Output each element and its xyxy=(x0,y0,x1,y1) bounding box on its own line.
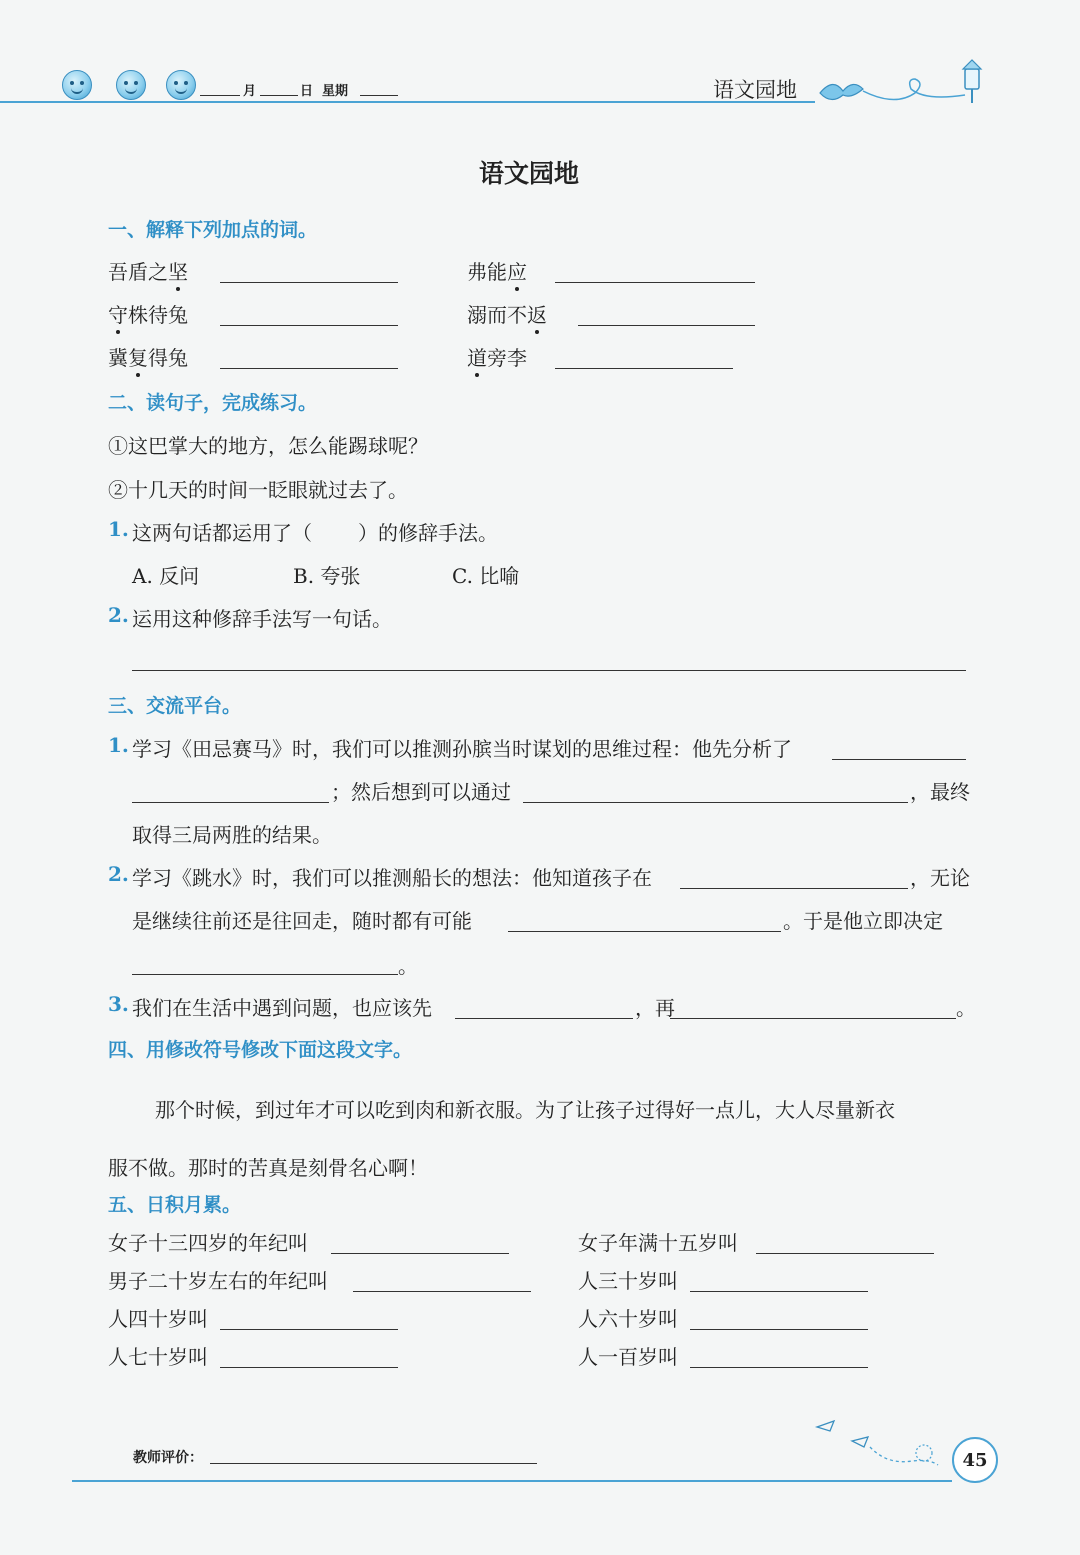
answer-blank[interactable] xyxy=(690,1367,868,1368)
question-text: ，无论 xyxy=(910,866,970,890)
sentence-2: ②十几天的时间一眨眼就过去了。 xyxy=(108,478,408,502)
answer-blank[interactable] xyxy=(331,1253,509,1254)
answer-blank[interactable] xyxy=(578,325,755,326)
answer-blank[interactable] xyxy=(555,282,755,283)
month-label: 月 xyxy=(243,84,257,99)
question-number: 3. xyxy=(108,992,129,1016)
answer-blank[interactable] xyxy=(220,282,398,283)
question-number: 1. xyxy=(108,733,129,757)
idiom-item: 女子十三四岁的年纪叫 xyxy=(108,1231,308,1255)
answer-blank[interactable] xyxy=(455,1018,633,1019)
answer-blank[interactable] xyxy=(353,1291,531,1292)
answer-blank[interactable] xyxy=(832,759,966,760)
footer-rule xyxy=(72,1480,952,1482)
answer-blank[interactable] xyxy=(508,931,781,932)
answer-blank[interactable] xyxy=(756,1253,934,1254)
page-title: 语文园地 xyxy=(479,159,580,188)
answer-blank[interactable] xyxy=(680,888,908,889)
idiom-item: 男子二十岁左右的年纪叫 xyxy=(108,1269,328,1293)
vocab-item: 冀复得兔 xyxy=(108,346,188,370)
answer-blank[interactable] xyxy=(690,1291,868,1292)
question-number: 2. xyxy=(108,603,129,627)
paragraph-line: 服不做。那时的苦真是刻骨名心啊！ xyxy=(108,1156,428,1180)
teacher-comment-blank[interactable] xyxy=(210,1463,537,1464)
answer-blank[interactable] xyxy=(670,1018,956,1019)
day-blank[interactable] xyxy=(260,95,298,96)
question-text: 取得三局两胜的结果。 xyxy=(132,823,332,847)
question-text: ，再 xyxy=(635,996,675,1020)
day-label: 日 xyxy=(300,84,314,99)
idiom-item: 人四十岁叫 xyxy=(108,1307,208,1331)
idiom-item: 人七十岁叫 xyxy=(108,1345,208,1369)
section1-heading: 一、解释下列加点的词。 xyxy=(108,219,318,241)
question-text: 我们在生活中遇到问题，也应该先 xyxy=(132,996,432,1020)
question-text: 学习《田忌赛马》时，我们可以推测孙膑当时谋划的思维过程：他先分析了 xyxy=(132,737,792,761)
answer-blank[interactable] xyxy=(220,1329,398,1330)
answer-blank[interactable] xyxy=(220,1367,398,1368)
section4-heading: 四、用修改符号修改下面这段文字。 xyxy=(108,1039,413,1061)
question-text: 学习《跳水》时，我们可以推测船长的想法：他知道孩子在 xyxy=(132,866,652,890)
question-text: 这两句话都运用了（ xyxy=(132,521,312,545)
question-text: ，最终 xyxy=(910,780,970,804)
butterfly-lamp-icon xyxy=(815,55,995,110)
smiley-face-icon xyxy=(116,70,146,100)
answer-blank[interactable] xyxy=(132,802,329,803)
option-c[interactable]: C. 比喻 xyxy=(452,564,520,588)
question-number: 2. xyxy=(108,862,129,886)
vocab-item: 吾盾之坚 xyxy=(108,260,188,284)
question-text: ）的修辞手法。 xyxy=(358,521,498,545)
answer-blank[interactable] xyxy=(220,368,398,369)
question-number: 1. xyxy=(108,517,129,541)
paper-bird-icon xyxy=(812,1415,952,1475)
question-text: 。于是他立即决定 xyxy=(783,909,943,933)
page-number: 45 xyxy=(952,1437,998,1483)
vocab-item: 道旁李 xyxy=(467,346,527,370)
question-text: 运用这种修辞手法写一句话。 xyxy=(132,607,392,631)
question-text: 。 xyxy=(956,996,976,1020)
week-blank[interactable] xyxy=(360,95,398,96)
section5-heading: 五、日积月累。 xyxy=(108,1194,242,1216)
option-b[interactable]: B. 夸张 xyxy=(293,564,361,588)
smiley-face-icon xyxy=(62,70,92,100)
idiom-item: 女子年满十五岁叫 xyxy=(578,1231,738,1255)
section2-heading: 二、读句子，完成练习。 xyxy=(108,392,318,414)
idiom-item: 人三十岁叫 xyxy=(578,1269,678,1293)
week-label: 星期 xyxy=(322,84,349,99)
vocab-item: 弗能应 xyxy=(467,260,527,284)
unit-title: 语文园地 xyxy=(713,78,797,102)
answer-line[interactable] xyxy=(132,670,966,671)
idiom-item: 人一百岁叫 xyxy=(578,1345,678,1369)
option-a[interactable]: A. 反问 xyxy=(132,564,200,588)
vocab-item: 溺而不返 xyxy=(467,303,547,327)
vocab-item: 守株待兔 xyxy=(108,303,188,327)
header-rule xyxy=(0,101,815,103)
section3-heading: 三、交流平台。 xyxy=(108,695,242,717)
month-blank[interactable] xyxy=(200,95,240,96)
sentence-1: ①这巴掌大的地方，怎么能踢球呢？ xyxy=(108,434,428,458)
paragraph-line: 那个时候，到过年才可以吃到肉和新衣服。为了让孩子过得好一点儿，大人尽量新衣 xyxy=(155,1098,895,1122)
answer-blank[interactable] xyxy=(132,974,398,975)
question-text: ；然后想到可以通过 xyxy=(331,780,511,804)
teacher-comment-label: 教师评价： xyxy=(133,1450,203,1466)
answer-blank[interactable] xyxy=(523,802,908,803)
question-text: 。 xyxy=(398,954,418,978)
idiom-item: 人六十岁叫 xyxy=(578,1307,678,1331)
answer-blank[interactable] xyxy=(690,1329,868,1330)
answer-blank[interactable] xyxy=(555,368,733,369)
question-text: 是继续往前还是往回走，随时都有可能 xyxy=(132,909,472,933)
answer-blank[interactable] xyxy=(220,325,398,326)
smiley-face-icon xyxy=(166,70,196,100)
